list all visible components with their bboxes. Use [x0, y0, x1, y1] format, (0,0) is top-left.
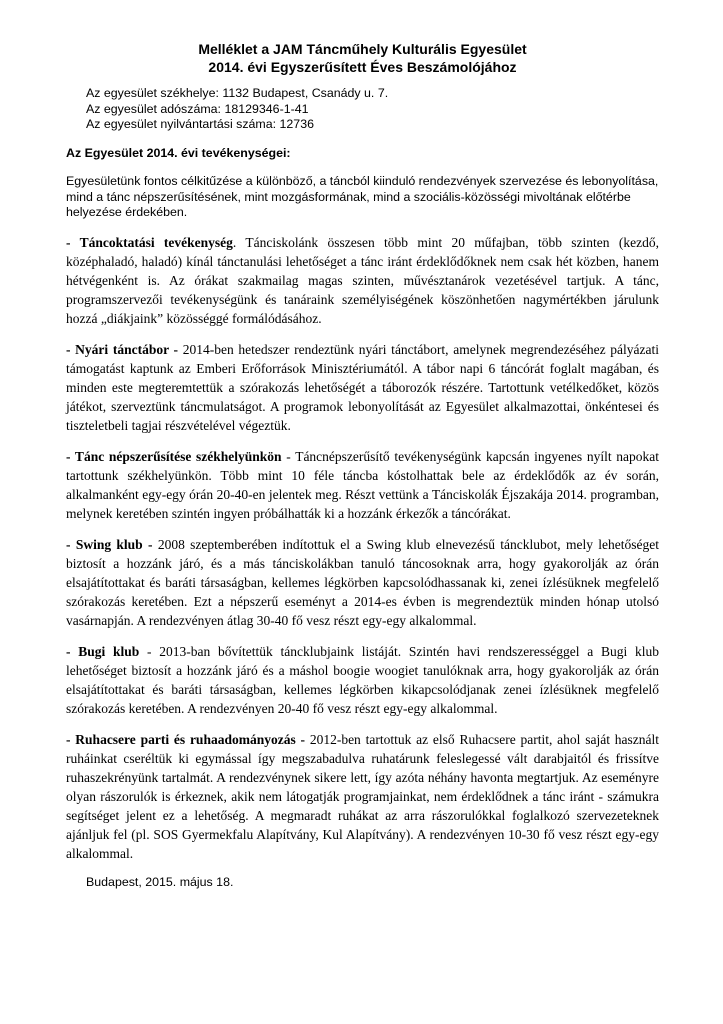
title-line-2: 2014. évi Egyszerűsített Éves Beszámolójához — [208, 59, 517, 75]
section-text: 2014-ben hetedszer rendeztünk nyári tánctábort, amelynek megrendezéséhez pályázati támogatást kaptunk az Emberi Erőforrások Minisztériumától. A tábor napi 6 táncórát foglalt magában, és minden este megteremtettük a szórakozás lehetőségét a táborozók részére. Tartottunk vetélkedőket, közös játékot, szerveztünk táncmulatságot. A programok lebonyolítását az Egyesület alkalmazottai, önkéntesei és tiszteletbeli tagjai részvételével végeztük. — [66, 341, 659, 433]
section-title: - Swing klub - — [66, 536, 153, 552]
section-clothes-swap — [66, 730, 659, 863]
document-title — [66, 40, 659, 76]
section-title: - Ruhacsere parti és ruhaadományozás - — [66, 731, 306, 747]
section-dance-teaching — [66, 233, 659, 328]
section-swing-club — [66, 535, 659, 630]
section-title: - Bugi klub — [66, 643, 140, 659]
section-dance-promotion — [66, 447, 659, 523]
section-boogie-club — [66, 642, 659, 718]
intro-paragraph: Egyesületünk fontos célkitűzése a különböző, a táncból kiinduló rendezvények szervezése és lebonyolítása, mind a tánc népszerűsítésének, mint mozgásformának, mind a szociális-közösségi mivoltának előtérbe helyezése érdekében. — [66, 174, 659, 219]
section-text: 2008 szeptemberében indítottuk el a Swing klub elnevezésű táncklubot, mely lehetőséget biztosít a hozzánk járó, és a más tánciskolákban tanuló táncosoknak arra, hogy gyakorolják az órán elsajátítottakat és baráti társaságban, kellemes légkörben kapcsolódhassanak ki, zenei ízlésüknek megfelelő szórakozás keretében. Ezt a népszerű eseményt a 2014-es évben is megrendeztük minden hónap utolsó vasárnapján. A rendezvényen átlag 30-40 fő vesz részt egy-egy alkalommal. — [66, 536, 659, 628]
section-summer-camp — [66, 340, 659, 435]
seat-line: Az egyesület székhelye: 1132 Budapest, Csanády u. 7. — [86, 86, 389, 100]
activities-heading: Az Egyesület 2014. évi tevékenységei: — [66, 145, 291, 160]
date-line: Budapest, 2015. május 18. — [86, 874, 234, 889]
section-text: - 2013-ban bővítettük táncklubjaink listáját. Szintén havi rendszerességgel a Bugi klub lehetőséget biztosít a hozzánk járó és a máshol boogie woogiet tanulóknak arra, hogy gyakorolják az órán elsajátítottakat és baráti társaságban, kellemes légkörben kikapcsolódjanak zenei ízlésüknek megfelelő szórakozás keretében. A rendezvényen 20-40 fő vesz részt egy-egy alkalommal. — [66, 643, 659, 716]
section-text: 2012-ben tartottuk az első Ruhacsere partit, ahol saját használt ruháinkat cseréltük ki egymással így megszabadulva ruhatárunk feleslegessé vált darabjaitól és frissítve ruhaszekrényünk tartalmát. A rendezvénynek sikere lett, így azóta néhány havonta megtartjuk. Az eseményre olyan rászorulók is érkeznek, akik nem látogatják programjainkat, nem érdeklődnek a tánc iránt - számukra segítséget jelent ez a lehetőség. A megmaradt ruhákat az arra rászorulókkal foglalkozó szervezeteknek ajánljuk fel (pl. SOS Gyermekfalu Alapítvány, Kul Alapítvány). A rendezvényen 10-30 fő vesz részt egy-egy alkalommal. — [66, 731, 659, 861]
tax-number-line: Az egyesület adószáma: 18129346-1-41 — [86, 101, 309, 116]
section-text: . Tánciskolánk összesen több mint 20 műfajban, több szinten (kezdő, középhaladó, haladó) kínál tánctanulási lehetőséget a tánc iránt érdeklődőknek nem csak hét közben, hanem hétvégenként is. Az órákat szakmailag magas szinten, művésztanárok vezetésével tartjuk. A tánc, programszervezői tevékenységünk és tanáraink személyiségének köszönhetően nagymértékben járulunk hozzá „diákjaink” közösséggé formálódásához. — [66, 234, 659, 326]
section-title: - Táncoktatási tevékenység — [66, 234, 233, 250]
association-info — [86, 86, 649, 133]
section-title: - Nyári tánctábor - — [66, 341, 179, 357]
registry-number-line: Az egyesület nyilvántartási száma: 12736 — [86, 117, 314, 131]
section-text: - Táncnépszerűsítő tevékenységünk kapcsán ingyenes nyílt napokat tartottunk székhelyünkön. Több mint 10 féle táncba kóstolhattak bele az érdeklődők az év során, alkalmanként egy-egy órán 20-40-en jelentek meg. Részt vettünk a Tánciskolák Éjszakája 2014. programban, melynek keretében szintén ingyen próbálhatták ki a hozzánk érkezők a táncórákat. — [66, 448, 659, 521]
title-line-1: Melléklet a JAM Táncműhely Kulturális Egyesület — [198, 41, 527, 57]
section-title: - Tánc népszerűsítése székhelyünkön — [66, 448, 282, 464]
